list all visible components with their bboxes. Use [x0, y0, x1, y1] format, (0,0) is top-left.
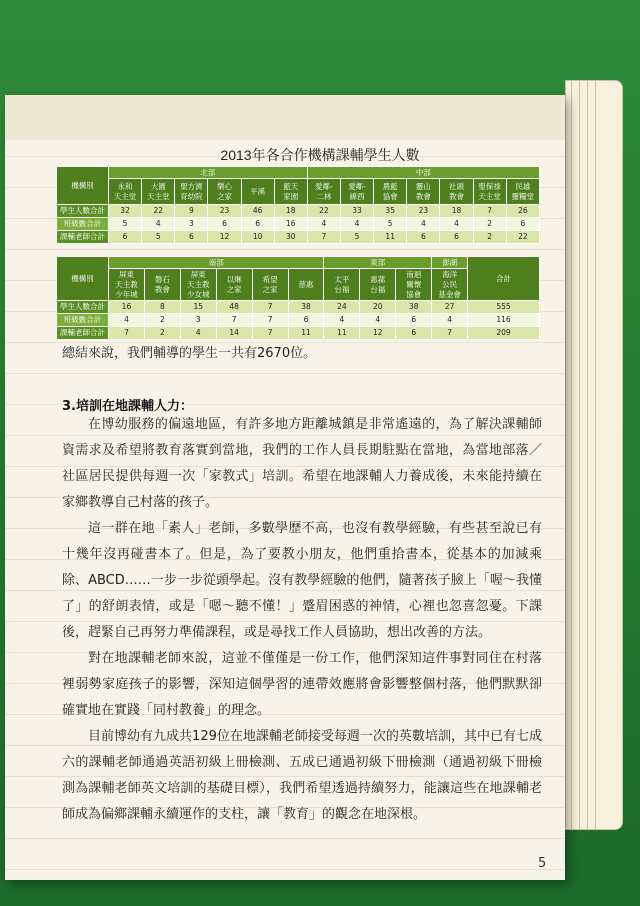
table-cell: 6 [407, 231, 440, 244]
table-cell: 4 [324, 314, 360, 327]
column-header-cell: 靈山 教會 [407, 179, 440, 205]
table-cell: 2 [473, 231, 506, 244]
table-cell: 6 [288, 314, 324, 327]
table-cell: 18 [440, 205, 473, 218]
table-cell: 6 [208, 218, 241, 231]
table-cell: 7 [473, 205, 506, 218]
table-cell: 7 [109, 327, 145, 340]
table-cell: 38 [288, 301, 324, 314]
table-cell: 7 [252, 327, 288, 340]
table-cell: 5 [374, 218, 407, 231]
table-cell: 2 [144, 314, 180, 327]
column-header-cell: 民雄 靈糧堂 [506, 179, 539, 205]
total-cell: 116 [468, 314, 540, 327]
table-cell: 3 [175, 218, 208, 231]
table-cell: 7 [252, 314, 288, 327]
book-page-stack [565, 80, 625, 830]
table-cell: 6 [396, 327, 432, 340]
column-header-cell: 愛鄰- 線西 [340, 179, 373, 205]
table-cell: 4 [432, 314, 468, 327]
table-row [57, 218, 540, 231]
table-cell: 16 [274, 218, 307, 231]
column-header-cell: 希望 之家 [252, 269, 288, 301]
column-header-cell: 聖方濟 育幼院 [175, 179, 208, 205]
table-cell: 7 [252, 301, 288, 314]
table-cell: 6 [109, 231, 142, 244]
column-header-cell: 海洋 公民 基金會 [432, 269, 468, 301]
table-cell: 15 [180, 301, 216, 314]
table-cell: 4 [407, 218, 440, 231]
table-cell: 4 [180, 327, 216, 340]
column-header-cell: 屏東 天主教 少年城 [109, 269, 145, 301]
group-header-cell: 北部 [109, 167, 308, 179]
table-cell: 11 [288, 327, 324, 340]
table-cell: 2 [473, 218, 506, 231]
table-cell: 18 [274, 205, 307, 218]
table-cell: 6 [506, 218, 539, 231]
table-row [57, 231, 540, 244]
table-cell: 4 [360, 314, 396, 327]
table-cell: 7 [216, 314, 252, 327]
column-header-cell: 農藍 協會 [374, 179, 407, 205]
row-label-cell: 課輔老師合計 [57, 327, 109, 340]
table-title: 2013年各合作機構課輔學生人數 [220, 147, 420, 163]
column-header-cell: 磐石 教會 [144, 269, 180, 301]
table-south-east-penghu [56, 256, 540, 340]
column-header-cell: 以琳 之家 [216, 269, 252, 301]
group-header-cell: 中部 [307, 167, 539, 179]
row-label-cell: 學生人數合計 [57, 301, 109, 314]
table-cell: 11 [324, 327, 360, 340]
table-cell: 12 [360, 327, 396, 340]
column-header-cell: 愛鄰- 二林 [307, 179, 340, 205]
table-row [57, 327, 540, 340]
table-cell: 35 [374, 205, 407, 218]
table-cell: 5 [109, 218, 142, 231]
table-cell: 4 [142, 218, 175, 231]
table-cell: 22 [506, 231, 539, 244]
table-cell: 4 [340, 218, 373, 231]
table-cell: 46 [241, 205, 274, 218]
table-cell: 22 [307, 205, 340, 218]
row-header-cell: 機構別 [57, 257, 109, 301]
table-cell: 11 [374, 231, 407, 244]
column-header-cell: 惠蓀 台福 [360, 269, 396, 301]
table-cell: 9 [175, 205, 208, 218]
table-north-central [56, 166, 540, 244]
row-label-cell: 學生人數合計 [57, 205, 109, 218]
table-cell: 26 [506, 205, 539, 218]
table-cell: 24 [324, 301, 360, 314]
table-cell: 20 [360, 301, 396, 314]
column-header-cell: 社頭 教會 [440, 179, 473, 205]
row-label-cell: 課輔老師合計 [57, 231, 109, 244]
table-cell: 6 [175, 231, 208, 244]
column-header-cell: 平溪 [241, 179, 274, 205]
row-label-cell: 班級數合計 [57, 218, 109, 231]
table-cell: 30 [274, 231, 307, 244]
total-header-cell: 合計 [468, 257, 540, 301]
column-header-cell: 藍天 家園 [274, 179, 307, 205]
table-cell: 6 [440, 231, 473, 244]
paragraph-4: 目前博幼有九成共129位在地課輔老師接受每週一次的英數培訓，其中已有七成六的課輔老師通過英語初級上冊檢測、五成已通過初級下冊檢測（通過初級下冊檢測為課輔老師英文培訓的基礎目標），我們希望透過持續努力，能讓這些在地課輔老師成為偏鄉課輔永續運作的支柱，讓「教育」的觀念在地深根。 [62, 729, 542, 822]
table-cell: 5 [340, 231, 373, 244]
table-cell: 3 [180, 314, 216, 327]
section-heading: 3.培訓在地課輔人力： [62, 399, 193, 414]
group-header-cell: 南部 [109, 257, 324, 269]
table-cell: 5 [142, 231, 175, 244]
column-header-cell: 樂心 之家 [208, 179, 241, 205]
table-cell: 23 [407, 205, 440, 218]
summary-text: 總結來說，我們輔導的學生一共有2670位。 [62, 346, 317, 361]
column-header-cell: 太平 台福 [324, 269, 360, 301]
table-row [57, 205, 540, 218]
table-cell: 32 [109, 205, 142, 218]
column-header-cell: 慈惠 [288, 269, 324, 301]
row-header-cell: 機構別 [57, 167, 109, 205]
table-row [57, 314, 540, 327]
column-header-cell: 南迴 關懷 協會 [396, 269, 432, 301]
row-label-cell: 班級數合計 [57, 314, 109, 327]
table-cell: 4 [307, 218, 340, 231]
column-header-cell: 屏東 天主教 少女城 [180, 269, 216, 301]
table-cell: 6 [396, 314, 432, 327]
table-cell: 10 [241, 231, 274, 244]
column-header-cell: 大園 天主堂 [142, 179, 175, 205]
table-cell: 27 [432, 301, 468, 314]
table-cell: 12 [208, 231, 241, 244]
column-header-cell: 聖保祿 天主堂 [473, 179, 506, 205]
page-number: 5 [538, 856, 547, 871]
table-cell: 4 [109, 314, 145, 327]
paragraph-1: 在博幼服務的偏遠地區，有許多地方距離城鎮是非常遙遠的，為了解決課輔師資需求及希望將教育落實到當地，我們的工作人員長期駐點在當地，為當地部落／社區居民提供每週一次「家教式」培訓。希望在地課輔人力養成後，未來能持續在家鄉教導自己村落的孩子。 [62, 417, 542, 510]
group-header-cell: 澎湖 [432, 257, 468, 269]
table-cell: 7 [307, 231, 340, 244]
table-cell: 22 [142, 205, 175, 218]
column-header-cell: 永和 天主堂 [109, 179, 142, 205]
paragraph-2: 這一群在地「素人」老師，多數學歷不高，也沒有教學經驗，有些甚至說已有十幾年沒再碰書本了。但是，為了要教小朋友，他們重拾書本，從基本的加減乘除、ABCD……一步一步從頭學起。沒有教學經驗的他們，隨著孩子臉上「喔～我懂了」的舒朗表情，或是「嗯～聽不懂！」蹙眉困惑的神情，心裡也忽喜忽憂。下課後，趕緊自己再努力準備課程，或是尋找工作人員協助，想出改善的方法。 [62, 521, 542, 640]
total-cell: 209 [468, 327, 540, 340]
group-header-cell: 東部 [324, 257, 432, 269]
table-cell: 4 [440, 218, 473, 231]
table-cell: 2 [144, 327, 180, 340]
paragraph-3: 對在地課輔老師來說，這並不僅僅是一份工作，他們深知這件事對同住在村落裡弱勢家庭孩子的影響，深知這個學習的連帶效應將會影響整個村落，他們默默卻確實地在實踐「同村教養」的理念。 [62, 651, 542, 718]
total-cell: 555 [468, 301, 540, 314]
table-cell: 6 [241, 218, 274, 231]
table-cell: 16 [109, 301, 145, 314]
table-cell: 14 [216, 327, 252, 340]
table-cell: 48 [216, 301, 252, 314]
table-cell: 33 [340, 205, 373, 218]
table-cell: 38 [396, 301, 432, 314]
table-row [57, 301, 540, 314]
table-cell: 8 [144, 301, 180, 314]
table-cell: 23 [208, 205, 241, 218]
table-cell: 7 [432, 327, 468, 340]
